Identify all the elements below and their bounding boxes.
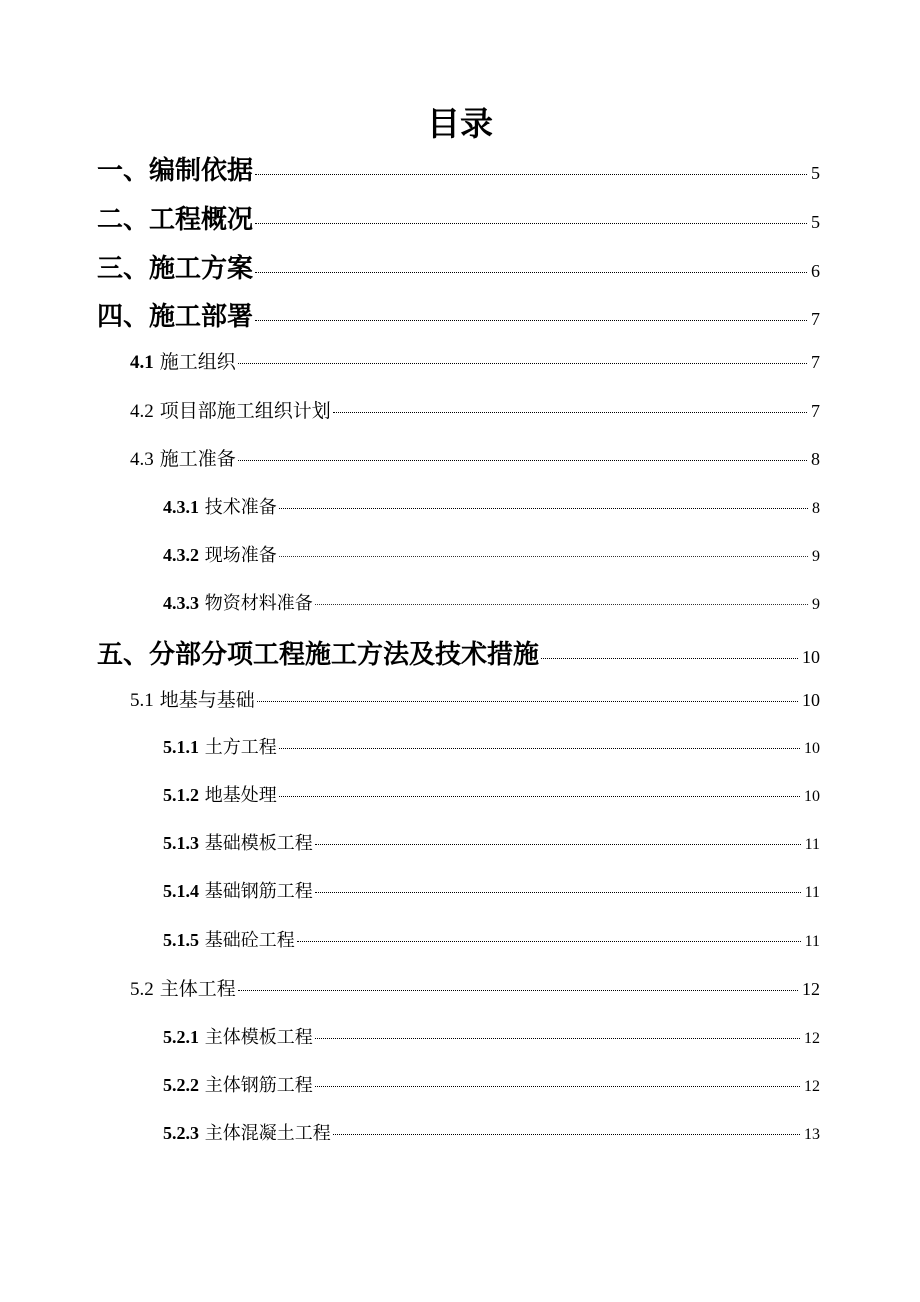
toc-leader-dots <box>315 843 801 845</box>
toc-entry-label <box>130 347 236 374</box>
toc-leader-dots <box>255 173 807 175</box>
toc-entry[interactable] <box>163 829 820 855</box>
toc-entry[interactable] <box>163 1023 820 1049</box>
toc-entry-text: 基础模板工程 <box>204 833 313 854</box>
toc-entry[interactable] <box>97 199 820 236</box>
toc-entry-label <box>130 396 331 423</box>
toc-entry-label <box>163 926 295 952</box>
toc-leader-dots <box>315 603 808 605</box>
toc-entry-label <box>163 589 313 615</box>
toc-title: 目录 <box>427 104 493 143</box>
toc-page-number: 12 <box>804 1030 820 1047</box>
toc-entry-number: 5.1.2 <box>163 785 199 805</box>
toc-entry[interactable] <box>163 493 820 519</box>
toc-entry[interactable] <box>163 926 820 952</box>
toc-entry-text: 土方工程 <box>204 737 277 758</box>
toc-entry-label <box>163 829 313 855</box>
toc-entry-label: 四、施工部署 <box>97 302 254 332</box>
toc-page-number: 7 <box>811 352 820 372</box>
toc-entry-text: 技术准备 <box>204 497 277 518</box>
toc-entry-label <box>163 733 277 759</box>
toc-page-number: 7 <box>811 401 820 421</box>
toc-entry-text: 主体模板工程 <box>204 1027 313 1048</box>
toc-entry-text: 施工组织 <box>159 351 236 373</box>
toc-entry-number: 5.1.5 <box>163 930 199 950</box>
toc-entry[interactable] <box>163 1071 820 1097</box>
toc-page-number: 10 <box>804 740 820 757</box>
toc-page-number: 11 <box>804 884 820 901</box>
toc-entry-text: 基础砼工程 <box>204 930 295 951</box>
toc-page-number: 9 <box>812 548 820 565</box>
toc-entry[interactable] <box>97 296 820 333</box>
toc-leader-dots <box>255 319 807 321</box>
toc-entry-label <box>163 1119 331 1145</box>
toc-leader-dots <box>315 1037 800 1039</box>
toc-page-number: 8 <box>811 449 820 469</box>
toc-entry-label <box>163 1071 313 1097</box>
toc-page-number: 11 <box>804 836 820 853</box>
toc-leader-dots <box>255 271 807 273</box>
toc-entry-text: 主体工程 <box>159 978 236 1000</box>
toc-entry-text: 基础钢筋工程 <box>204 881 313 902</box>
toc-entry-text: 地基处理 <box>204 785 277 806</box>
toc-page-number: 5 <box>811 163 820 183</box>
toc-entry-number: 5.1.4 <box>163 881 199 901</box>
toc-page-number: 9 <box>812 596 820 613</box>
toc-entry[interactable] <box>163 781 820 807</box>
toc-page-number: 5 <box>811 212 820 232</box>
toc-leader-dots <box>333 411 807 413</box>
toc-entry-text: 项目部施工组织计划 <box>159 400 331 422</box>
toc-entry-text: 主体混凝土工程 <box>204 1123 331 1144</box>
toc-entry-number: 5.1.1 <box>163 737 199 757</box>
toc-entry-label <box>163 781 277 807</box>
toc-leader-dots <box>257 700 798 702</box>
toc-entry-label <box>163 493 277 519</box>
toc-leader-dots <box>279 507 808 509</box>
toc-entry-label: 三、施工方案 <box>97 254 254 284</box>
toc-entry-label <box>130 444 236 471</box>
toc-page-number: 11 <box>804 933 820 950</box>
toc-leader-dots <box>333 1133 800 1135</box>
toc-entry-number: 5.2.2 <box>163 1075 199 1095</box>
toc-entry-label <box>130 974 236 1001</box>
toc-leader-dots <box>297 940 801 942</box>
toc-entry[interactable] <box>97 248 820 285</box>
toc-entry-text: 地基与基础 <box>159 689 255 711</box>
toc-entry-text: 施工准备 <box>159 448 236 470</box>
toc-page-number: 8 <box>812 500 820 517</box>
toc-leader-dots <box>279 795 800 797</box>
toc-leader-dots <box>279 555 808 557</box>
toc-entry-number: 4.1 <box>130 352 154 373</box>
toc-entry[interactable] <box>130 396 820 423</box>
toc-entry-label <box>163 541 277 567</box>
toc-entry-label <box>163 1023 313 1049</box>
toc-entry-number: 5.2.1 <box>163 1027 199 1047</box>
toc-entry-number: 4.2 <box>130 401 154 422</box>
toc-entry[interactable] <box>97 634 820 671</box>
toc-page-number: 7 <box>811 309 820 329</box>
toc-page-number: 10 <box>802 647 820 667</box>
toc-entry[interactable] <box>130 685 820 712</box>
toc-entry-number: 5.1.3 <box>163 833 199 853</box>
toc-entry[interactable] <box>163 541 820 567</box>
toc-entry-label: 一、编制依据 <box>97 156 254 186</box>
toc-entry-label: 二、工程概况 <box>97 205 254 235</box>
toc-entry-number: 5.2.3 <box>163 1123 199 1143</box>
toc-entry[interactable] <box>97 150 820 187</box>
toc-page-number: 10 <box>802 690 820 710</box>
toc-page-number: 12 <box>802 979 820 999</box>
toc-entry-label <box>163 877 313 903</box>
toc-page-number: 6 <box>811 261 820 281</box>
toc-leader-dots <box>315 891 801 893</box>
toc-entry[interactable] <box>163 733 820 759</box>
toc-entry-text: 物资材料准备 <box>204 593 313 614</box>
toc-entry-number: 4.3.1 <box>163 497 199 517</box>
toc-leader-dots <box>279 747 800 749</box>
toc-entry-label: 五、分部分项工程施工方法及技术措施 <box>97 640 540 670</box>
toc-entry-number: 4.3.2 <box>163 545 199 565</box>
toc-entry-label <box>130 685 255 712</box>
toc-page-number: 13 <box>804 1126 820 1143</box>
toc-entry[interactable] <box>130 444 820 471</box>
toc-entry[interactable] <box>130 974 820 1001</box>
toc-page-number: 12 <box>804 1078 820 1095</box>
toc-leader-dots <box>238 989 798 991</box>
toc-leader-dots <box>541 657 798 659</box>
toc-leader-dots <box>315 1085 800 1087</box>
toc-entry-text: 主体钢筋工程 <box>204 1075 313 1096</box>
toc-leader-dots <box>238 459 807 461</box>
toc-entry-number: 5.2 <box>130 979 154 1000</box>
toc-entry-text: 现场准备 <box>204 545 277 566</box>
toc-entry-number: 4.3.3 <box>163 593 199 613</box>
toc-entry[interactable] <box>130 347 820 374</box>
toc-entry[interactable] <box>163 877 820 903</box>
toc-entry[interactable] <box>163 1119 820 1145</box>
toc-entry-number: 4.3 <box>130 449 154 470</box>
toc-leader-dots <box>255 222 807 224</box>
toc-entry-number: 5.1 <box>130 690 154 711</box>
toc-entry[interactable] <box>163 589 820 615</box>
toc-leader-dots <box>238 362 807 364</box>
toc-page-number: 10 <box>804 788 820 805</box>
